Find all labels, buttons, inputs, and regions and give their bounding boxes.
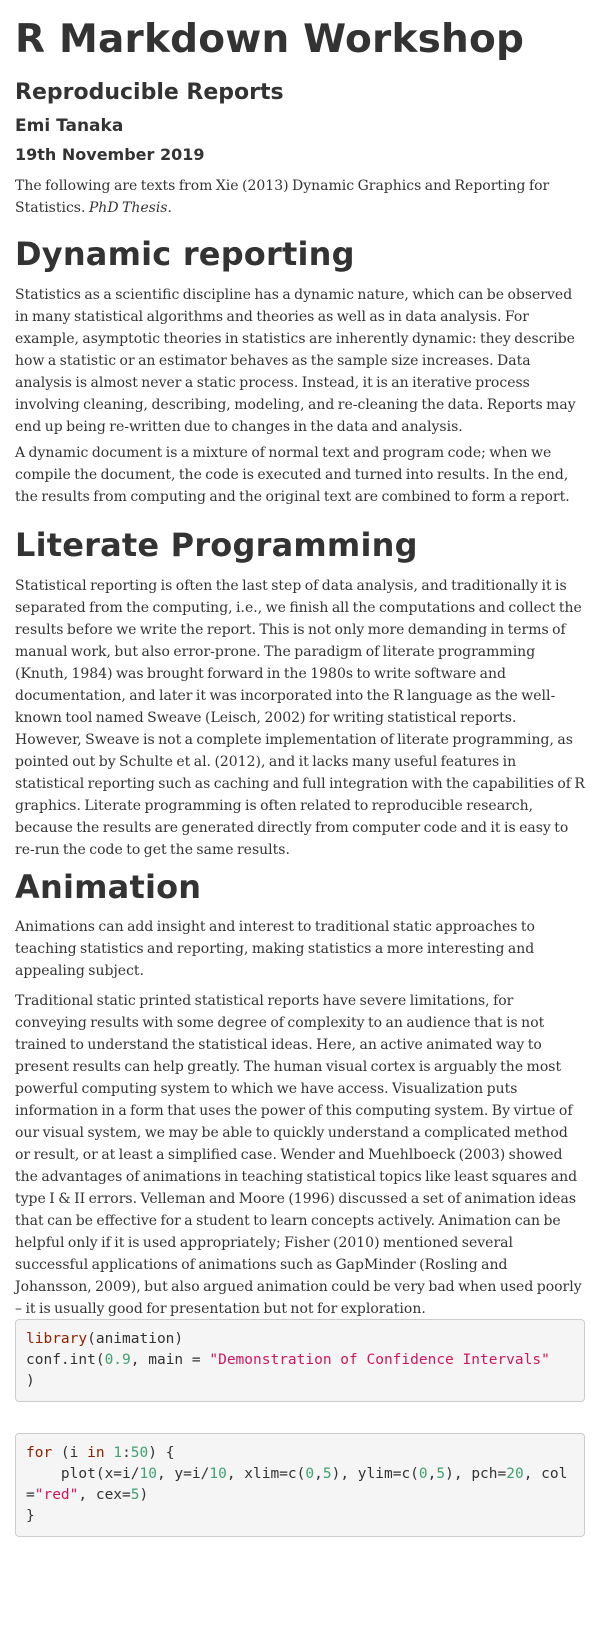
code-token: 5 (436, 1466, 446, 1482)
code-token: 0 (305, 1466, 315, 1482)
page-subtitle: Reproducible Reports (15, 80, 284, 105)
paragraph-animation-2: Traditional static printed statistical reports have severe limitations, for conveying results with some degree of complexity to an audience that is not trained to understand the statistical ideas. Here, an active animated way to present results can help greatly. The human visual cortex is arguably the most powerful computing system to which we have access. Visualization puts information in a form that uses the power of this computing system. By virtue of our visual system, we may be able to quickly understand a complicated method or result, or at least a simplified case. Wender and Muehlboeck (2003) showed the advantages of animations in teaching statistical topics like least squares and type I & II errors. Velleman and Moore (1996) discussed a set of animation ideas that can be effective for a student to learn concepts actively. Animation can be helpful only if it is used appropriately; Fisher (2010) mentioned several successful applications of animations such as GapMinder (Rosling and Johansson, 2009), but also argued animation could be very bad when used poorly – it is usually good for presentation but not for exploration. (15, 993, 582, 1317)
date: 19th November 2019 (15, 145, 205, 164)
heading-dynamic-reporting: Dynamic reporting (15, 235, 355, 273)
heading-literate-programming: Literate Programming (15, 526, 418, 564)
code-token: 0 (418, 1466, 428, 1482)
code-token: 0.9 (104, 1352, 131, 1368)
paragraph-animation-1: Animations can add insight and interest to traditional static approaches to teaching statistics and reporting, making statistics a more interesting and appealing subject. (15, 919, 535, 979)
code-token: , main = (130, 1352, 210, 1368)
code-token: ) { (148, 1445, 175, 1461)
author: Emi Tanaka (15, 116, 124, 136)
heading-animation: Animation (15, 868, 202, 906)
code-token: , (314, 1466, 323, 1482)
intro-emphasis: PhD Thesis (88, 200, 168, 216)
code-token: (i (52, 1445, 88, 1461)
code-token: conf.int( (26, 1352, 105, 1368)
code-token: ) (26, 1373, 35, 1389)
code-block-plot-loop (15, 1433, 585, 1537)
code-token: 10 (209, 1466, 227, 1482)
paragraph-literate-1: Statistical reporting is often the last step of data analysis, and traditionally it is separated from the computing, i.e., we finish all the computations and collect the results before we write the report. This is not only more demanding in terms of manual work, but also error-prone. The paradigm of literate programming (Knuth, 1984) was brought forward in the 1980s to write software and documentation, and later it was incorporated into the R language as the well-known tool named Sweave (Leisch, 2002) for writing statistical reports. However, Sweave is not a complete implementation of literate programming, as pointed out by Schulte et al. (2012), and it lacks many useful features in statistical reporting such as caching and full integration with the capabilities of R graphics. Literate programming is often related to reproducible research, because the results are generated directly from computer code and it is easy to re-run the code to get the same results. (15, 578, 585, 858)
code-block-animation (15, 1319, 585, 1402)
code-token: 10 (139, 1466, 157, 1482)
intro-paragraph (15, 175, 585, 219)
code-token: ), pch= (445, 1466, 507, 1482)
intro-text: The following are texts from Xie (2013) Dynamic Graphics and Reporting for Statistics. (15, 178, 550, 216)
paragraph-dynamic-1: Statistics as a scientific discipline has a dynamic nature, which can be observed in many statistical algorithms and theories as well as in data analysis. For example, asymptotic theories in statistics are inherently dynamic: they describe how a statistic or an estimator behaves as the sample size increases. Data analysis is almost never a static process. Instead, it is an iterative process involving cleaning, describing, modeling, and re-cleaning the data. Reports may end up being re-written due to changes in the data and analysis. (15, 287, 576, 435)
code-token: 20 (506, 1466, 524, 1482)
code-token: "Demonstration of Confidence Intervals" (209, 1352, 550, 1368)
code-token: 1 (113, 1445, 123, 1461)
code-token: ) (139, 1487, 149, 1503)
code-token: , xlim=c( (226, 1466, 306, 1482)
code-token: ), ylim=c( (331, 1466, 419, 1482)
code-token: plot(x=i/ (26, 1466, 140, 1482)
code-token: , col= (26, 1466, 568, 1503)
code-token: library (26, 1331, 88, 1347)
code-token: in (87, 1445, 105, 1461)
code-token: , y=i/ (156, 1466, 210, 1482)
code-token: 5 (130, 1487, 140, 1503)
code-token: , (427, 1466, 437, 1482)
code-token: (animation) (87, 1331, 184, 1347)
code-token: : (122, 1445, 131, 1461)
code-token: } (26, 1508, 35, 1524)
code-token: , cex= (78, 1487, 131, 1503)
paragraph-dynamic-2: A dynamic document is a mixture of normal text and program code; when we compile the document, the code is executed and turned into results. In the end, the results from computing and the original text are combined to form a report. (15, 445, 570, 505)
intro-text-end: . (167, 200, 172, 216)
page-title: R Markdown Workshop (15, 17, 525, 62)
code-token: 5 (322, 1466, 332, 1482)
code-token: 50 (130, 1445, 149, 1461)
code-token: "red" (34, 1487, 79, 1503)
code-token: for (26, 1445, 53, 1461)
